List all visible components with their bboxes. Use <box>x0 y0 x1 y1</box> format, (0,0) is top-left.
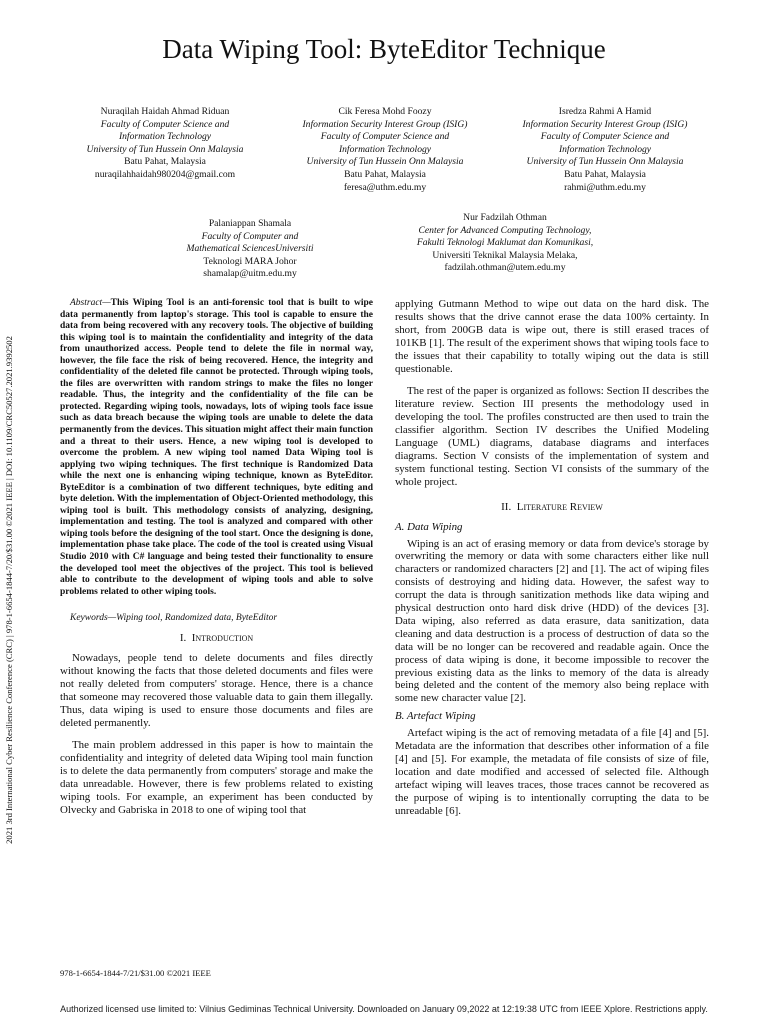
author-email[interactable]: feresa@uthm.edu.my <box>343 181 427 193</box>
author-affiliation: Faculty of Computer Science and <box>320 131 450 143</box>
author-name: Palaniappan Shamala <box>208 218 292 229</box>
intro-paragraph: The main problem addressed in this paper is how to maintain the confidentiality and integrity of deleted data Wiping tool main function is to delete the data permanently from computers' storage and make the data unreadable. However, there is few problems related to existing wiping tools. For example, an experiment has been conducted by Olvecky and Gabriska in 2018 to one of wiping tool that <box>60 739 373 816</box>
authorized-use-note: Authorized licensed use limited to: Vilnius Gediminas Technical University. Downloaded on January 09,2022 at 12:19:38 UTC from IEEE Xplore. Restrictions apply. <box>60 1004 708 1014</box>
author-email[interactable]: nuraqilahhaidah980204@gmail.com <box>94 168 236 180</box>
author-affiliation: Faculty of Computer Science and <box>540 131 670 143</box>
body-paragraph: Artefact wiping is the act of removing metadata of a file [4] and [5]. Metadata are the information that describes other information of a file [4] and [5]. For example, the metadata of file consists of size of file, location and date modified and accessed of selected file. Although artefact wiping will leaves traces, those traces cannot be recovered as the purpose of wiping is to intentionally corrupting the data to be unreadable [6]. <box>395 727 709 817</box>
author-3 <box>490 106 720 194</box>
section-title: Introduction <box>191 632 254 645</box>
author-5 <box>385 212 625 275</box>
section-number: II. <box>501 500 512 513</box>
author-affiliation: Mathematical SciencesUniversiti <box>186 243 314 255</box>
author-affiliation: Information Security Interest Group (ISIG) <box>522 118 688 130</box>
author-email[interactable]: shamalap@uitm.edu.my <box>203 268 297 280</box>
subsection-heading: A. Data Wiping <box>395 520 463 533</box>
author-city: Batu Pahat, Malaysia <box>564 168 646 180</box>
body-paragraph: The rest of the paper is organized as follows: Section II describes the literature review. Section III presents the methodology used in developing the tool. The profiles constructed are then used to train the classifier algorithm. Section IV describes the Unified Modeling Language (UML) diagrams, database diagrams and interfaces diagrams. Section V consists of the implementation of system and system functional testing. Section VI consists of the summary of the whole project. <box>395 385 709 488</box>
author-affiliation: University of Tun Hussein Onn Malaysia <box>306 156 464 168</box>
author-name: Nuraqilah Haidah Ahmad Riduan <box>100 106 230 117</box>
author-2 <box>270 106 500 194</box>
section-heading-literature-review <box>395 501 709 514</box>
author-affiliation: University of Tun Hussein Onn Malaysia <box>86 143 244 155</box>
left-column <box>60 298 373 817</box>
author-affiliation: Information Security Interest Group (ISIG) <box>302 118 468 130</box>
section-number: I. <box>179 632 187 645</box>
keywords: Keywords—Wiping tool, Randomized data, ByteEditor <box>70 613 278 624</box>
author-affiliation: Faculty of Computer and <box>201 230 299 242</box>
author-city: Universiti Teknikal Malaysia Melaka, <box>432 249 578 261</box>
author-city: Teknologi MARA Johor <box>203 255 297 267</box>
author-affiliation: Information Technology <box>118 131 212 143</box>
intro-paragraph: Nowadays, people tend to delete documents and files directly without knowing the facts that those deleted documents and files were not really deleted from computers' storage. Hence, there is a chance that someone may recovered those valuable data to gain them illegally. Thus, data wiping is used to ensure those documents and files are deleted permanently. <box>60 652 373 729</box>
abstract-lead: Abstract— <box>70 298 111 308</box>
author-affiliation: Fakulti Teknologi Maklumat dan Komunikasi, <box>416 237 594 249</box>
body-paragraph: applying Gutmann Method to wipe out data on the hard disk. The results shows that the drive cannot erase the data 100% certainty. In short, from 200GB data is wipe out, there is still erased traces of 101KB [1]. The result of the experiment shows that wiping tools face to the issues that their capability to totally wiping out the data is still questionable. <box>395 298 709 375</box>
author-city: Batu Pahat, Malaysia <box>124 156 206 168</box>
author-affiliation: Information Technology <box>558 143 652 155</box>
author-1 <box>55 106 275 182</box>
author-name: Nur Fadzilah Othman <box>463 212 547 223</box>
author-affiliation: Faculty of Computer Science and <box>100 118 230 130</box>
section-heading-introduction <box>60 632 373 645</box>
author-affiliation: Information Technology <box>338 143 432 155</box>
author-affiliation: University of Tun Hussein Onn Malaysia <box>526 156 684 168</box>
right-column <box>395 298 709 818</box>
author-4 <box>150 218 350 281</box>
author-city: Batu Pahat, Malaysia <box>344 168 426 180</box>
author-affiliation: Center for Advanced Computing Technology, <box>418 224 592 236</box>
subsection-heading: B. Artefact Wiping <box>395 710 476 723</box>
abstract <box>60 298 373 598</box>
copyright-footer: 978-1-6654-1844-7/21/$31.00 ©2021 IEEE <box>60 968 211 978</box>
paper-title: Data Wiping Tool: ByteEditor Technique <box>162 34 606 64</box>
author-email[interactable]: fadzilah.othman@utem.edu.my <box>444 262 566 274</box>
doi-sidebar: 2021 3rd International Cyber Resilience Conference (CRC) | 978-1-6654-1844-7/20/$31.00 ©2021 IEEE | DOI: 10.1109/CRC50527.2021.9392502 <box>4 336 14 844</box>
section-title: Literature Review <box>516 500 603 513</box>
author-name: Cik Feresa Mohd Foozy <box>338 106 432 117</box>
author-name: Isredza Rahmi A Hamid <box>558 106 652 117</box>
author-email[interactable]: rahmi@uthm.edu.my <box>564 181 646 193</box>
abstract-body: This Wiping Tool is an anti-forensic tool that is built to wipe data permanently from laptop's storage. This tool is capable to ensure the data from being recovered with any recovery tools. The objective of building this wiping tool is to maintain the confidentiality and integrity of the data from unauthorized access. People tend to delete the file in normal way, however, the file face the risk of being recovered. Hence, the integrity and confidentiality of the deleted file cannot be protected. Through wiping tools, the files are overwritten with random strings to make the files no longer readable. Thus, the integrity and the confidentiality of the file can be protected. Regarding wiping tools, nowadays, lots of wiping tools face issue such as data breach because the wiping tools are unable to delete the data permanently from the devices. This situation might affect their main function and a threat to their users. Hence, a new wiping tool is developed to overcome the problem. A new wiping tool named Data Wiping tool is applying two wiping techniques. The first technique is Randomized Data while the next one is enhancing wiping technique, known as ByteEditor. ByteEditor is a combination of two different techniques, byte editing and byte deletion. With the implementation of Object-Oriented methodology, this wiping tool is built. This methodology consists of analyzing, designing, implementation and testing. The tool is analyzed and compared with other wiping tools before the designing of the tool start. Once the designing is done, implementation phase take place. The code of the tool is created using Visual Studio 2010 with C# language and being tested their functionality to ensure the developed tool meet the objectives of the project. This tool is believed able to contribute to the development of wiping tools and able to solve problems related to other wiping tools. <box>60 298 373 597</box>
body-paragraph: Wiping is an act of erasing memory or data from device's storage by overwriting the memory or data with some characters either like null characters or randomized characters [2] and [1]. The act of wiping files consists of destroying and hiding data. However, the safest way to corrupt the data is through sanitization methods like data wiping and physical destruction onto hard disk drive (HDD) of the devices [3]. Data wiping, also referred as data erasure, data sanitization, data cleaning and data destruction is a process of destruction of data so the data will be no longer can be recovered and readable again. Once the process of data wiping is done, it become impossible to recover the previous existing data as the links to memory of the data is already being deleted and the content of the memory also being replace with some new character value [2]. <box>395 537 709 705</box>
